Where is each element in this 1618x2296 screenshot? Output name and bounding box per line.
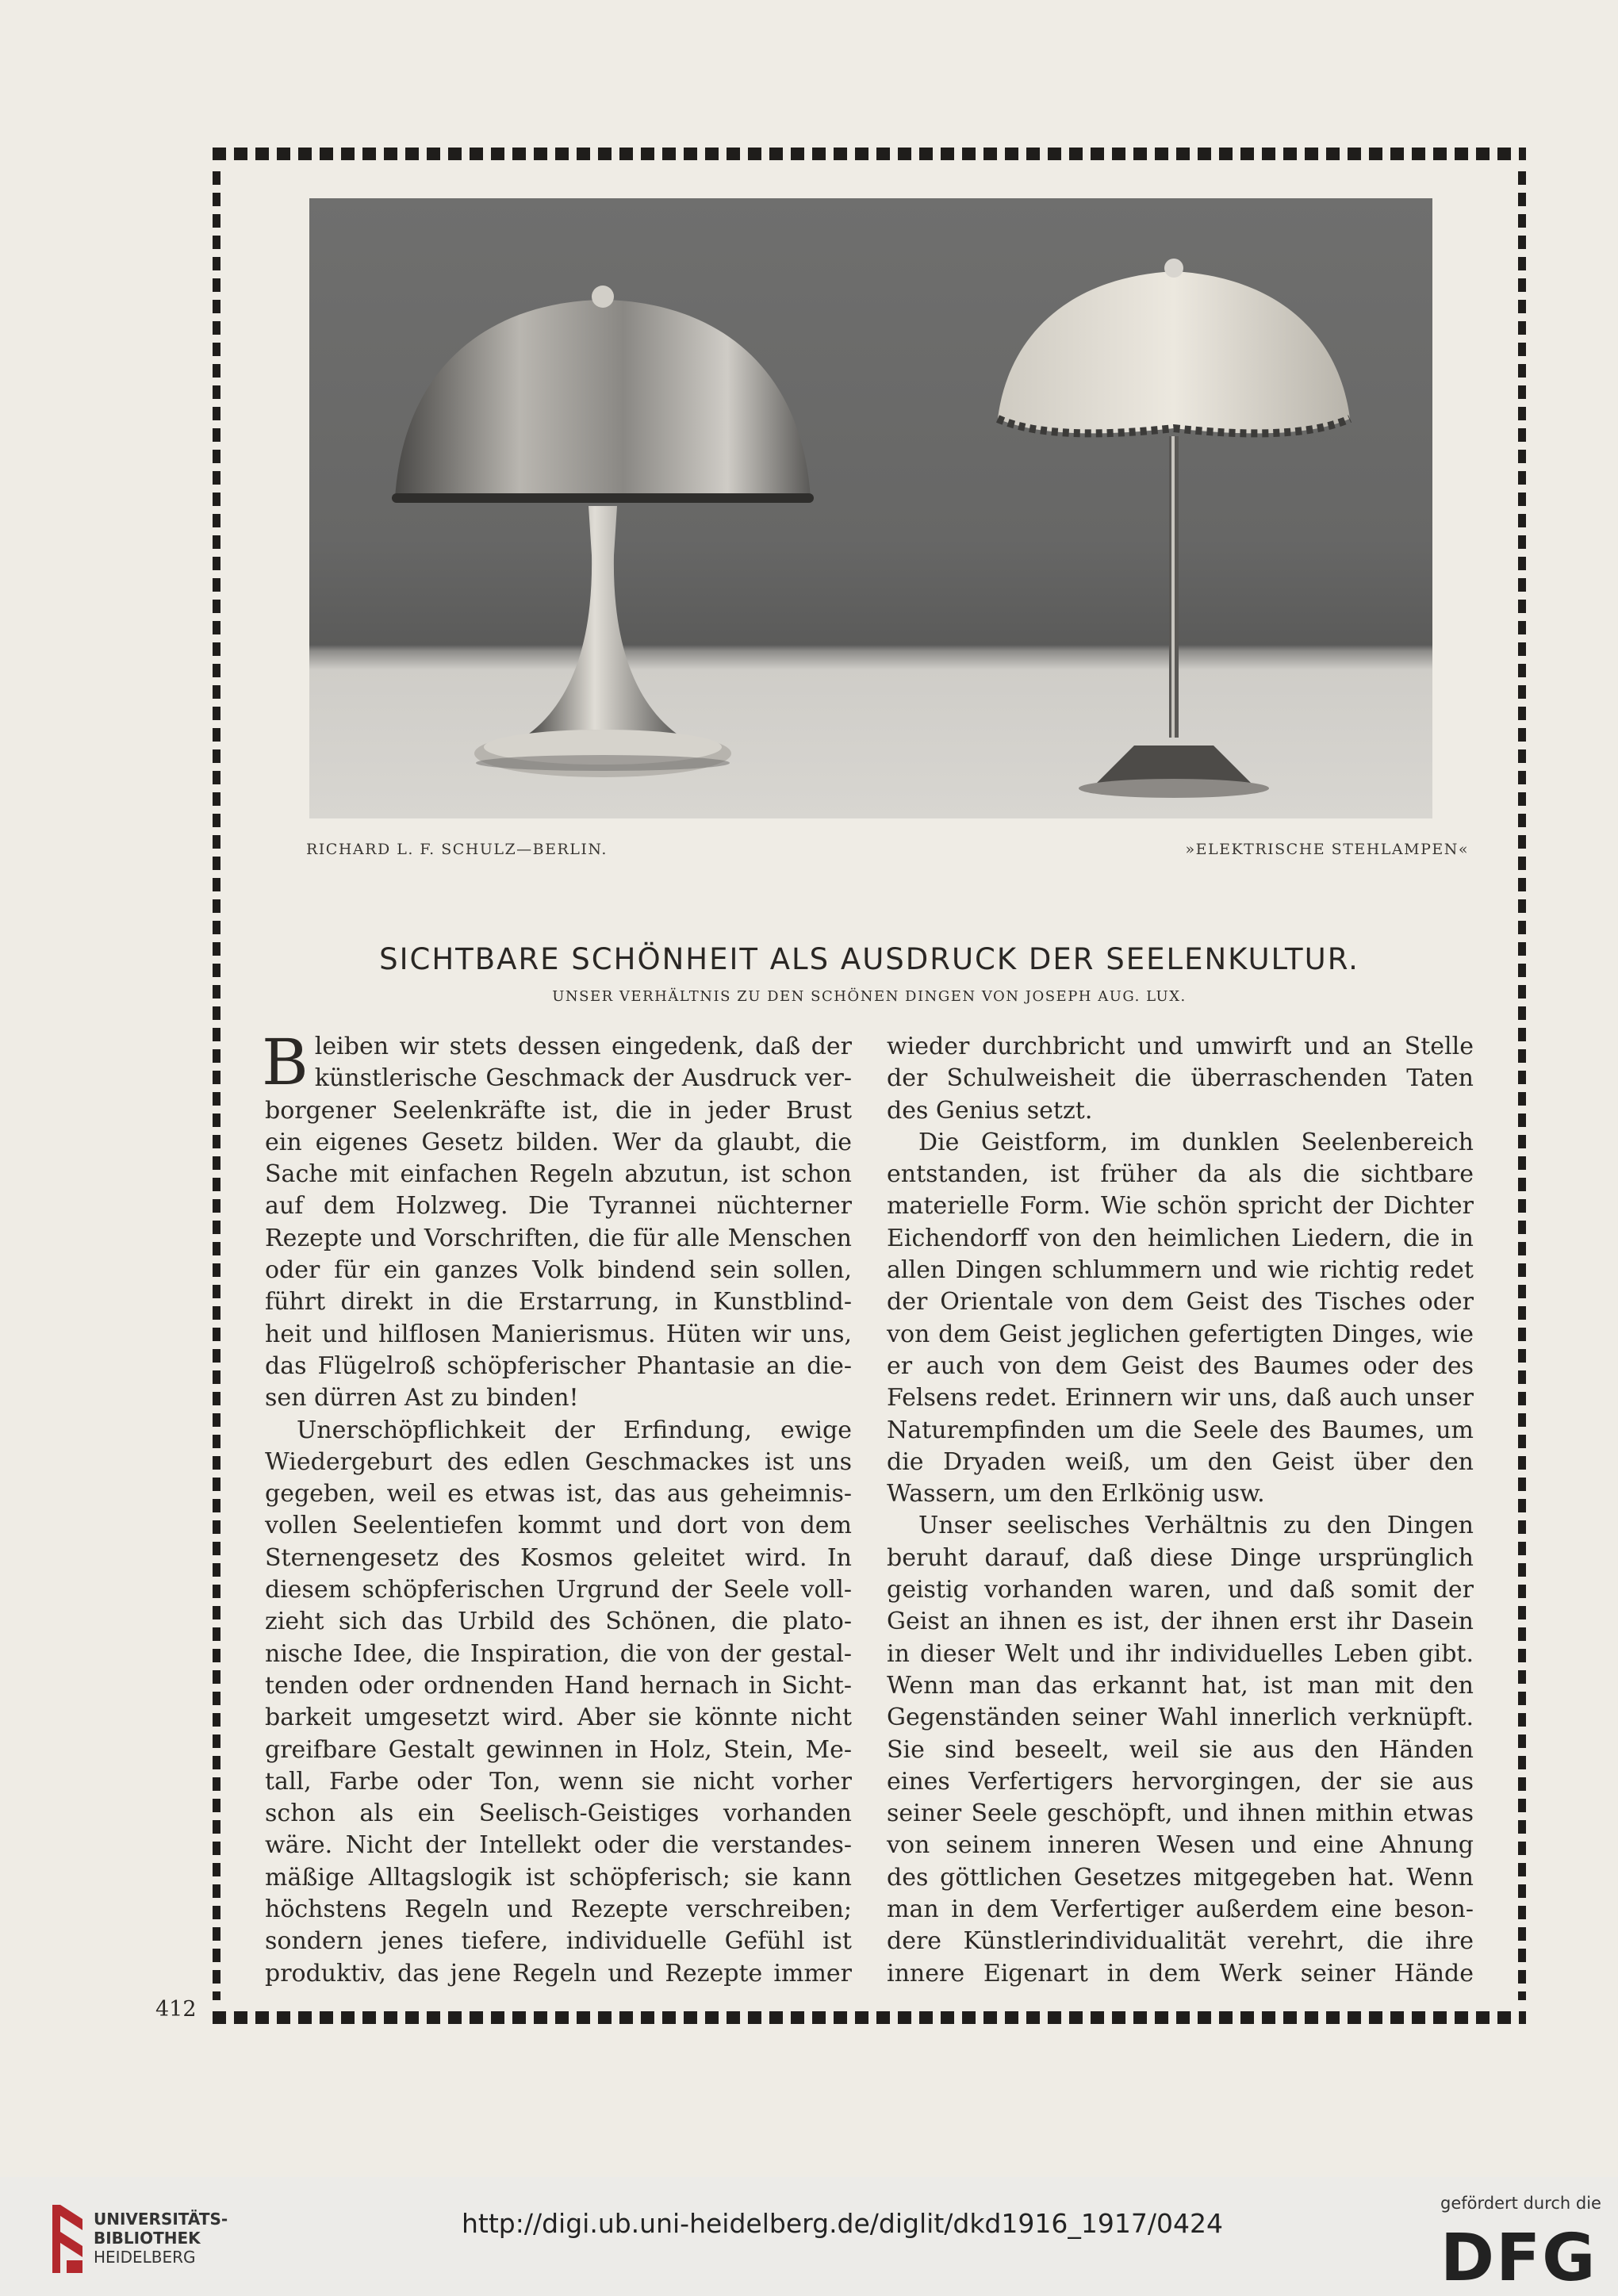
text-line: sen dürren Ast zu binden!: [265, 1384, 579, 1412]
text-line: geistig vorhanden waren, und daß somit der: [887, 1576, 1474, 1604]
text-line: Wenn man das erkannt hat, ist man mit den: [887, 1671, 1474, 1700]
text-line: barkeit umgesetzt wird. Aber sie könnte nicht: [265, 1704, 852, 1732]
text-line: allen Dingen schlummern und wie richtig redet: [887, 1256, 1474, 1285]
text-column-left: [262, 1025, 852, 1990]
text-line: Naturempfinden um die Seele des Baumes, um: [887, 1416, 1474, 1444]
text-line: produktiv, das jene Regeln und Rezepte immer: [265, 1959, 852, 1987]
text-line: heit und hilflosen Manierismus. Hüten wir uns,: [265, 1320, 852, 1348]
text-line: führt direkt in die Erstarrung, in Kunstblind-: [265, 1288, 852, 1317]
text-line: sondern jenes tiefere, individuelle Gefühl ist: [265, 1927, 852, 1956]
dfg-logo[interactable]: DFG: [1440, 2221, 1597, 2296]
text-line: die Dryaden weiß, um den Geist über den: [887, 1447, 1474, 1476]
text-line: zieht sich das Urbild des Schönen, die plato-: [265, 1608, 852, 1636]
funding-label: gefördert durch die: [1440, 2194, 1601, 2213]
text-line: eines Verfertigers hervorgingen, der sie aus: [887, 1767, 1474, 1796]
text-line: Rezepte und Vorschriften, die für alle Menschen: [265, 1224, 852, 1252]
border-bottom: [213, 2011, 1526, 2024]
text-line: innere Eigenart in dem Werk seiner Hände: [887, 1959, 1474, 1987]
text-line: Wiedergeburt des edlen Geschmackes ist uns: [265, 1447, 852, 1476]
text-line: künstlerische Geschmack der Ausdruck ver-: [314, 1064, 852, 1093]
lamp-photograph: [309, 198, 1432, 818]
text-line: in dieser Welt und ihr individuelles Leben gibt.: [887, 1639, 1474, 1668]
text-line: vollen Seelentiefen kommt und dort von dem: [265, 1512, 852, 1540]
text-line: Felsens redet. Erinnern wir uns, daß auch unser: [887, 1384, 1474, 1412]
text-line: des göttlichen Gesetzes mitgegeben hat. Wenn: [887, 1863, 1474, 1892]
text-line: oder für ein ganzes Volk bindend sein sollen,: [265, 1256, 852, 1285]
library-name-line: BIBLIOTHEK: [94, 2229, 201, 2248]
drop-cap: B: [262, 1025, 309, 1099]
permalink-url[interactable]: http://digi.ub.uni-heidelberg.de/diglit/dkd1916_1917/0424: [462, 2208, 1223, 2239]
text-line: Die Geistform, im dunklen Seelenbereich: [918, 1128, 1474, 1156]
text-line: diesem schöpferischen Urgrund der Seele voll-: [265, 1576, 852, 1604]
border-right: [1518, 171, 1526, 2000]
lamp-illustration: [309, 198, 1432, 818]
text-line: von dem Geist jeglichen gefertigten Dinges, wie: [887, 1320, 1474, 1348]
text-line: greifbare Gestalt gewinnen in Holz, Stein, Me-: [265, 1735, 852, 1764]
text-line: Sie sind beseelt, weil sie aus den Händen: [887, 1735, 1474, 1764]
text-line: auf dem Holzweg. Die Tyrannei nüchterner: [265, 1192, 852, 1221]
text-line: Unerschöpflichkeit der Erfindung, ewige: [297, 1416, 852, 1444]
library-name-line: UNIVERSITÄTS-: [94, 2210, 228, 2229]
library-name-line: HEIDELBERG: [94, 2248, 196, 2267]
text-line: tall, Farbe oder Ton, wenn sie nicht vorher: [265, 1767, 852, 1796]
article-subtitle: UNSER VERHÄLTNIS ZU DEN SCHÖNEN DINGEN VON JOSEPH AUG. LUX.: [552, 988, 1187, 1005]
article-title: SICHTBARE SCHÖNHEIT ALS AUSDRUCK DER SEELENKULTUR.: [379, 942, 1359, 976]
text-line: Eichendorff von den heimlichen Liedern, die in: [887, 1224, 1474, 1252]
text-line: ein eigenes Gesetz bilden. Wer da glaubt, die: [265, 1128, 852, 1156]
border-top: [213, 148, 1526, 160]
text-line: Wassern, um den Erlkönig usw.: [887, 1480, 1265, 1508]
text-line: seiner Seele geschöpft, und ihnen mithin etwas: [887, 1800, 1474, 1828]
text-line: gegeben, weil es etwas ist, das aus geheimnis-: [265, 1480, 852, 1508]
text-line: des Genius setzt.: [887, 1096, 1093, 1125]
text-line: wäre. Nicht der Intellekt oder die verstandes-: [265, 1831, 852, 1860]
text-line: Sternengesetz des Kosmos geleitet wird. In: [265, 1543, 852, 1572]
text-line: nische Idee, die Inspiration, die von der gestal-: [265, 1639, 852, 1668]
text-line: wieder durchbricht und umwirft und an Stelle: [887, 1033, 1474, 1060]
text-line: borgener Seelenkräfte ist, die in jeder Brust: [265, 1096, 852, 1125]
text-line: der Orientale von dem Geist des Tisches oder: [887, 1288, 1474, 1317]
border-left: [213, 171, 220, 2000]
text-line: materielle Form. Wie schön spricht der Dichter: [887, 1192, 1474, 1221]
text-line: höchstens Regeln und Rezepte verschreiben;: [265, 1895, 852, 1924]
text-line: das Flügelroß schöpferischer Phantasie an die-: [265, 1351, 852, 1380]
university-library-logo-icon[interactable]: [48, 2198, 87, 2278]
text-line: leiben wir stets dessen eingedenk, daß der: [314, 1033, 852, 1060]
text-line: Gegenständen seiner Wahl innerlich verknüpft.: [887, 1704, 1474, 1732]
text-line: man in dem Verfertiger außerdem eine beson-: [887, 1895, 1474, 1924]
text-line: von seinem inneren Wesen und eine Ahnung: [887, 1831, 1474, 1860]
photo-title: »ELEKTRISCHE STEHLAMPEN«: [1185, 841, 1469, 858]
text-line: tenden oder ordnenden Hand hernach in Sicht-: [265, 1671, 852, 1700]
photo-credit: RICHARD L. F. SCHULZ—BERLIN.: [306, 841, 608, 858]
text-line: Geist an ihnen es ist, der ihnen erst ihr Dasein: [887, 1608, 1474, 1636]
text-line: Unser seelisches Verhältnis zu den Dingen: [918, 1512, 1474, 1540]
text-line: Sache mit einfachen Regeln abzutun, ist schon: [265, 1160, 852, 1189]
text-line: schon als ein Seelisch-Geistiges vorhanden: [265, 1800, 852, 1828]
text-line: mäßige Alltagslogik ist schöpferisch; sie kann: [265, 1863, 852, 1892]
text-line: dere Künstlerindividualität verehrt, die ihre: [887, 1927, 1474, 1956]
text-line: er auch von dem Geist des Baumes oder des: [887, 1351, 1474, 1380]
text-line: beruht darauf, daß diese Dinge ursprünglich: [887, 1543, 1474, 1572]
text-line: entstanden, ist früher da als die sichtbare: [887, 1160, 1474, 1189]
page-number: 412: [155, 1997, 197, 2022]
library-name[interactable]: [94, 2210, 228, 2267]
text-line: der Schulweisheit die überraschenden Taten: [887, 1064, 1474, 1093]
text-column-right: [887, 1031, 1474, 1990]
